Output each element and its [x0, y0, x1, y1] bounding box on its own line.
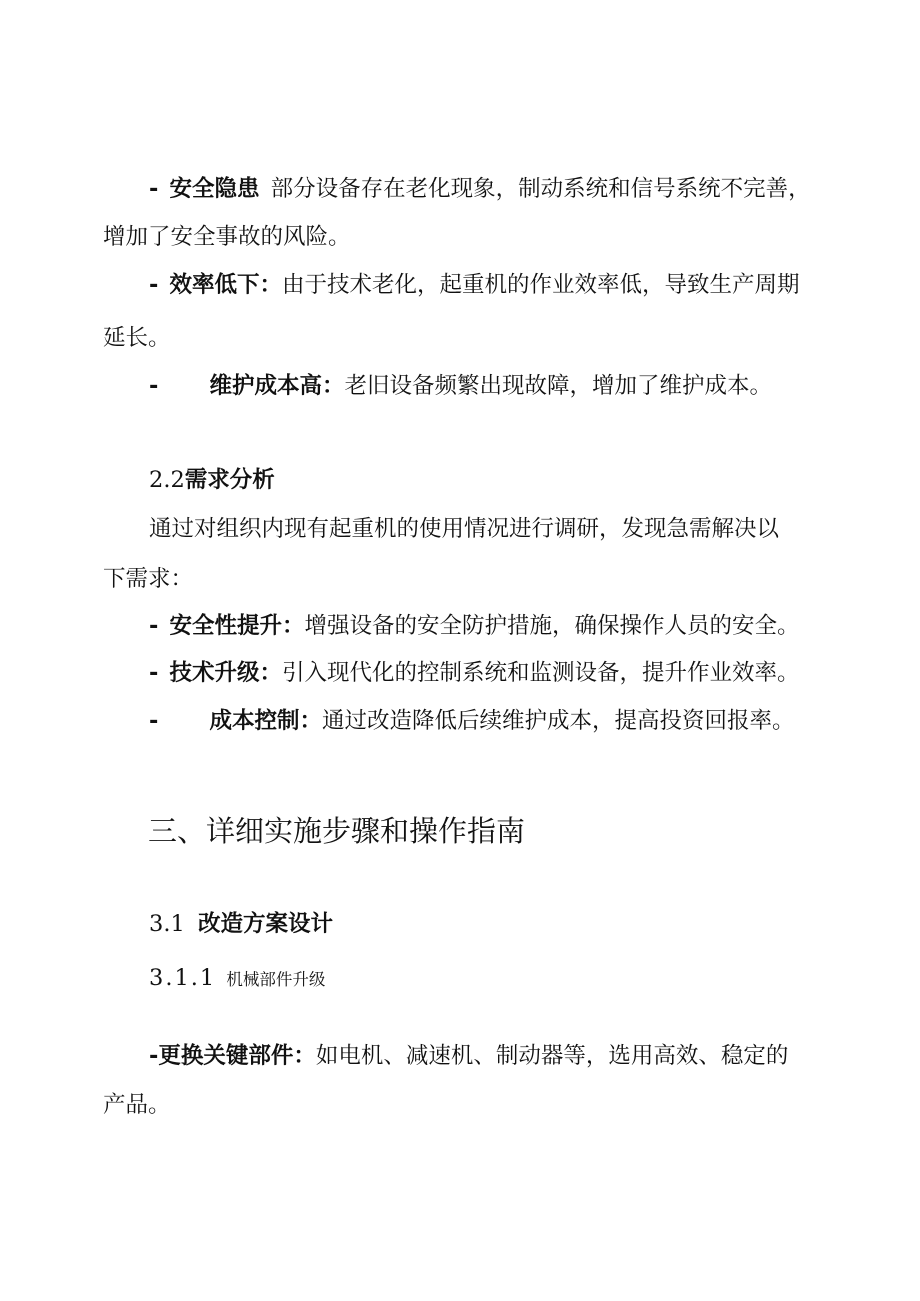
section-2-2-intro: 通过对组织内现有起重机的使用情况进行调研，发现急需解决以: [149, 516, 780, 542]
bullet-label: 成本控制：: [209, 708, 323, 734]
bullet-low-efficiency-continuation: 延长。: [103, 325, 171, 351]
chapter-heading-3: 三、详细实施步骤和操作指南: [148, 814, 526, 848]
bullet-text: 如电机、减速机、制动器等，选用高效、稳定的: [315, 1043, 789, 1069]
bullet-text: 部分设备存在老化现象，制动系统和信号系统不完善，: [270, 176, 811, 202]
section-title: 需求分析: [184, 467, 275, 493]
section-heading-3-1: [149, 909, 333, 939]
bullet-replace-key-parts-continuation: 产品。: [103, 1092, 171, 1118]
bullet-dash: -: [149, 1043, 159, 1069]
bullet-text: 老旧设备频繁出现故障，增加了维护成本。: [344, 373, 773, 399]
section-heading-2-2: [149, 465, 275, 495]
section-2-2-intro-continuation: 下需求：: [103, 566, 194, 592]
bullet-safety-hazard-continuation: 增加了安全事故的风险。: [103, 224, 351, 250]
bullet-dash: -: [149, 272, 159, 298]
bullet-high-maintenance-cost: [149, 371, 772, 401]
bullet-dash: -: [149, 613, 159, 639]
bullet-dash: -: [149, 176, 159, 202]
bullet-text: 增强设备的安全防护措施，确保操作人员的安全。: [304, 613, 800, 639]
bullet-label: 技术升级：: [169, 660, 283, 686]
section-title: 机械部件升级: [226, 970, 326, 989]
bullet-low-efficiency: [149, 270, 800, 300]
bullet-label: 更换关键部件：: [158, 1043, 316, 1069]
bullet-replace-key-parts: [149, 1041, 788, 1071]
bullet-safety-hazard: [149, 174, 811, 204]
bullet-dash: -: [149, 373, 159, 399]
bullet-label: 效率低下：: [169, 272, 283, 298]
bullet-cost-control: [149, 706, 795, 736]
bullet-text: 引入现代化的控制系统和监测设备，提升作业效率。: [282, 660, 800, 686]
bullet-dash: -: [149, 660, 159, 686]
bullet-dash: -: [149, 708, 159, 734]
bullet-label: 维护成本高：: [209, 373, 345, 399]
bullet-safety-improvement: [149, 611, 800, 641]
section-number: 3.1: [149, 911, 185, 937]
bullet-label: 安全性提升：: [169, 613, 305, 639]
bullet-text: 通过改造降低后续维护成本，提高投资回报率。: [322, 708, 795, 734]
section-number: 3.1.1: [149, 965, 217, 991]
section-number: 2.2: [149, 467, 185, 493]
bullet-text: 由于技术老化，起重机的作业效率低，导致生产周期: [282, 272, 800, 298]
section-heading-3-1-1: [149, 963, 325, 995]
bullet-label: 安全隐患: [169, 176, 260, 202]
section-title: 改造方案设计: [197, 911, 333, 937]
bullet-technology-upgrade: [149, 658, 800, 688]
